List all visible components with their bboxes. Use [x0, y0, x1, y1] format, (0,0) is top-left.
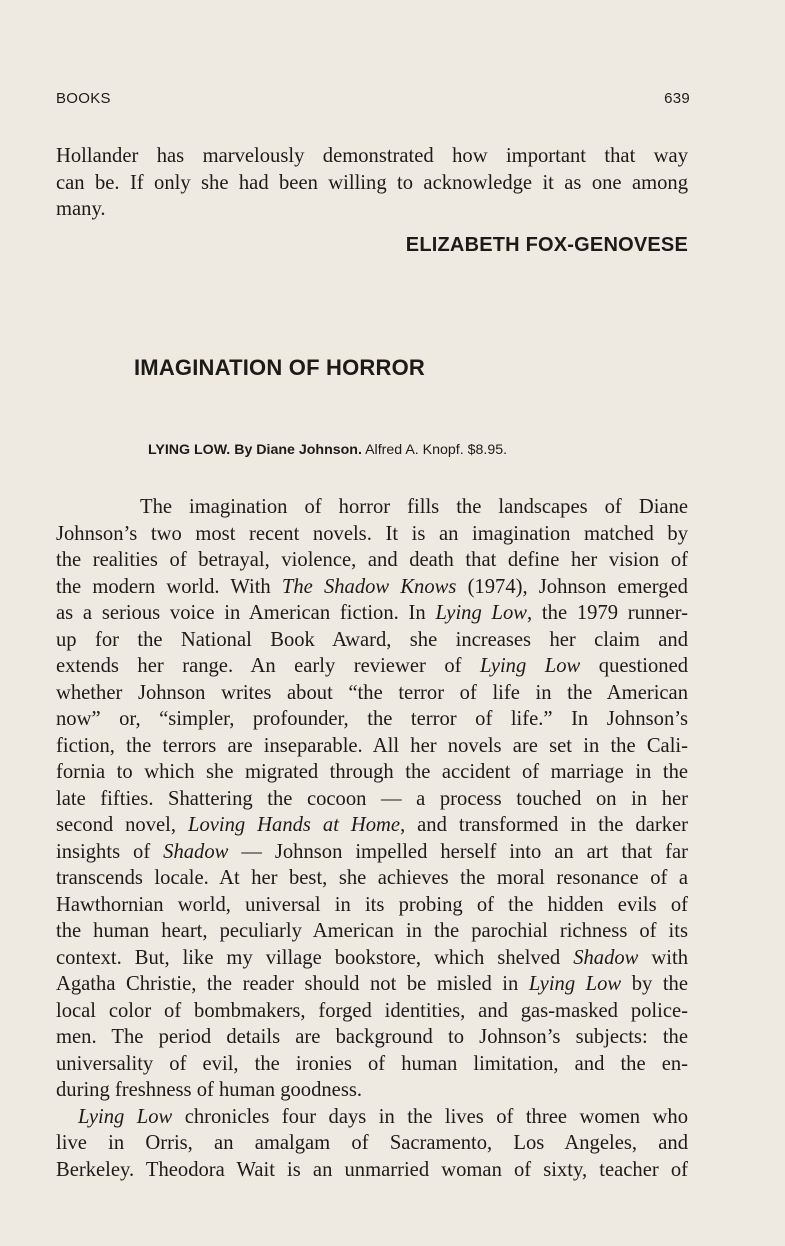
text-line: up for the National Book Award, she increases her claim and: [56, 628, 688, 651]
work-title: Lying Low: [78, 1105, 173, 1128]
text-line: as a serious voice in American fiction. In Lying Low, the 1979 runner-: [56, 602, 688, 624]
text-line: the modern world. With The Shadow Knows (1974), Johnson emerged: [56, 575, 688, 598]
text-line: can be. If only she had been willing to acknowledge it as one among: [56, 171, 688, 194]
book-author: By Diane Johnson.: [234, 442, 362, 458]
review-title: IMAGINATION OF HORROR: [134, 355, 425, 380]
text-line: Agatha Christie, the reader should not be misled in Lying Low by the: [56, 973, 688, 995]
work-title: Lying Low: [479, 655, 581, 677]
text-line: Hollander has marvelously demonstrated how important that way: [56, 145, 688, 167]
text-line: Berkeley. Theodora Wait is an unmarried woman of sixty, teacher of: [56, 1158, 688, 1181]
reviewer-signature: ELIZABETH FOX-GENOVESE: [405, 234, 688, 256]
text-line: the realities of betrayal, violence, and death that define her vision of: [56, 549, 688, 571]
text-line: Hawthornian world, universal in its probing of the hidden evils of: [56, 893, 688, 916]
text-line: second novel, Loving Hands at Home, and transformed in the darker: [56, 814, 688, 836]
text-line: context. But, like my village bookstore, which shelved Shadow with: [56, 946, 688, 969]
text-line: extends her range. An early reviewer of Lying Low questioned: [56, 655, 689, 677]
running-header: [56, 90, 690, 112]
work-title: Loving Hands at Home: [188, 814, 401, 836]
work-title: Lying Low: [435, 602, 528, 624]
text-line: local color of bombmakers, forged identities, and gas-masked police-: [56, 999, 688, 1022]
text-line: transcends locale. At her best, she achieves the moral resonance of a: [56, 867, 688, 889]
text-line: late fifties. Shattering the cocoon — a process touched on in her: [56, 787, 688, 810]
section-label: BOOKS: [56, 90, 111, 107]
work-title: The Shadow Knows: [281, 575, 457, 598]
page-number: 639: [664, 90, 690, 107]
book-publisher: Alfred A. Knopf. $8.95.: [365, 442, 508, 458]
work-title: Lying Low: [528, 973, 622, 995]
text-line: fiction, the terrors are inseparable. All her novels are set in the Cali-: [56, 734, 688, 757]
text-line: fornia to which she migrated through the accident of marriage in the: [56, 761, 688, 783]
text-line: during freshness of human goodness.: [56, 1079, 363, 1101]
text-line: insights of Shadow — Johnson impelled herself into an art that far: [56, 840, 688, 863]
text-line: whether Johnson writes about “the terror of life in the American: [56, 681, 688, 704]
book-title: LYING LOW.: [148, 442, 231, 458]
work-title: Shadow: [163, 840, 229, 863]
text-line: Lying Low chronicles four days in the lives of three women who: [78, 1105, 688, 1128]
text-line: many.: [56, 198, 106, 220]
book-citation: [148, 442, 507, 458]
work-title: Shadow: [573, 946, 639, 969]
text-line: universality of evil, the ironies of human limitation, and the en-: [56, 1052, 688, 1075]
text-line: live in Orris, an amalgam of Sacramento, Los Angeles, and: [56, 1132, 688, 1154]
text-line: now” or, “simpler, profounder, the terror of life.” In Johnson’s: [56, 708, 688, 730]
text-line: The imagination of horror fills the landscapes of Diane: [140, 496, 688, 518]
text-line: Johnson’s two most recent novels. It is an imagination matched by: [56, 522, 688, 545]
text-line: the human heart, peculiarly American in the parochial richness of its: [56, 920, 688, 942]
text-line: men. The period details are background to Johnson’s subjects: the: [56, 1026, 688, 1048]
